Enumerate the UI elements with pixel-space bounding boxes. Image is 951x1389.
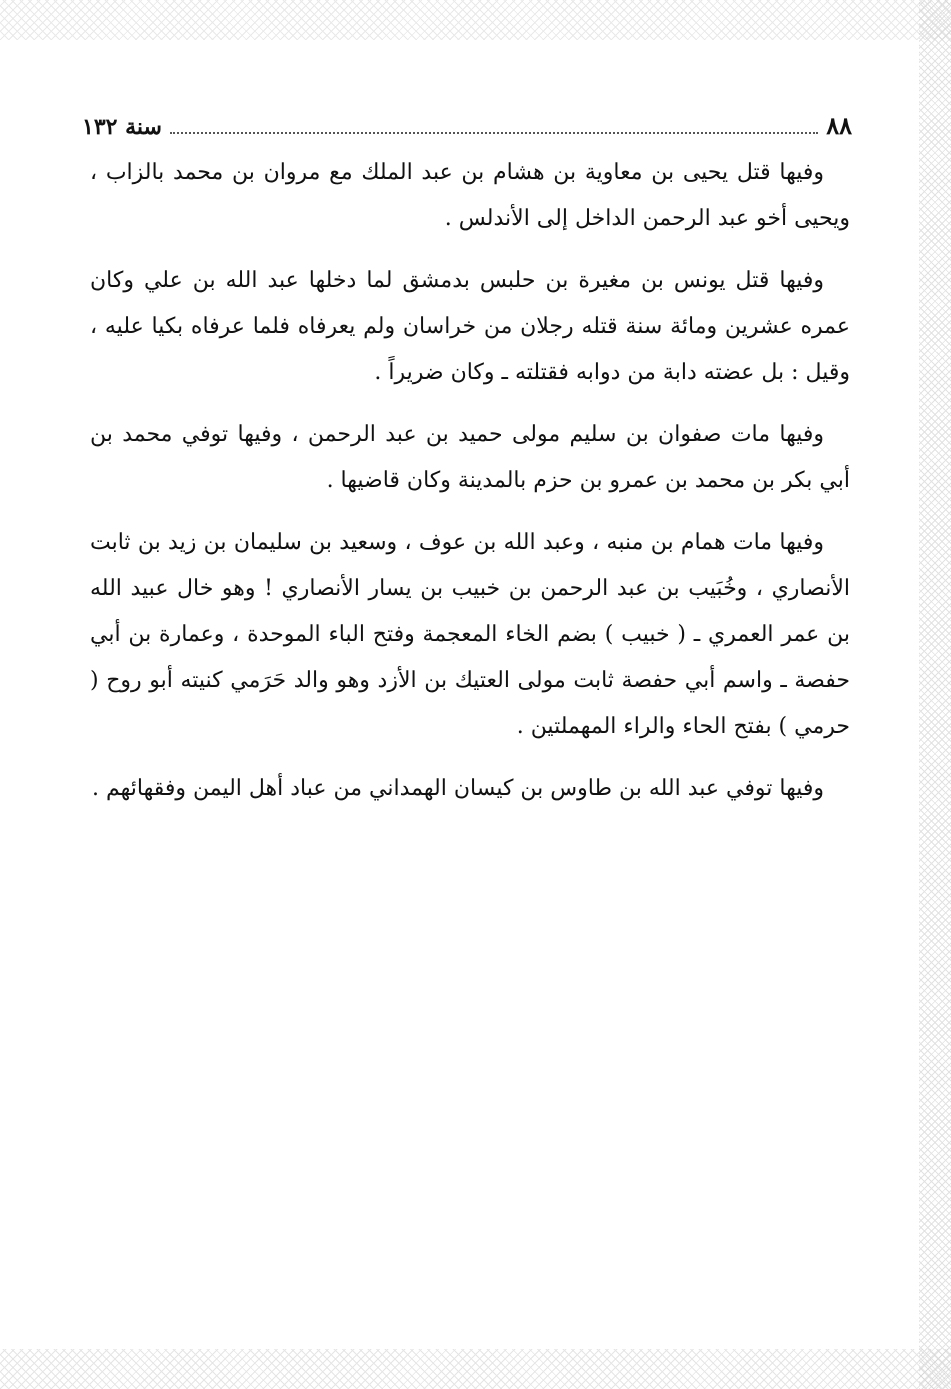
page-border-bottom — [0, 1349, 951, 1389]
paragraph: وفيها مات صفوان بن سليم مولى حميد بن عبد الرحمن ، وفيها توفي محمد بن أبي بكر بن محمد بن عمرو بن حزم بالمدينة وكان قاضيها . — [90, 422, 850, 493]
paragraph: وفيها توفي عبد الله بن طاوس بن كيسان الهمداني من عباد أهل اليمن وفقهائهم . — [91, 776, 824, 801]
page-number: ٨٨ — [826, 111, 852, 140]
paragraph: وفيها مات همام بن منبه ، وعبد الله بن عوف ، وسعيد بن سليمان بن زيد بن ثابت الأنصاري ، وخُبَيب بن عبد الرحمن بن خبيب بن يسار الأنصاري ! وهو خال عبيد الله بن عمر العمري ـ ( خبيب ) بضم الخاء المعجمة وفتح الباء الموحدة ، وعمارة بن أبي حفصة ـ واسم أبي حفصة ثابت مولى العتيك بن الأزد وهو والد حَرَمي كنيته أبو روح ( حرمي ) بفتح الحاء والراء المهملتين . — [90, 530, 850, 739]
page-border-right — [919, 0, 951, 1389]
dotted-leader — [170, 132, 818, 134]
paragraph: وفيها قتل يونس بن مغيرة بن حلبس بدمشق لما دخلها عبد الله بن علي وكان عمره عشرين ومائة سنة قتله رجلان من خراسان ولم يعرفاه فلما عرفاه بكيا عليه ، وقيل : بل عضته دابة من دوابه فقتلته ـ وكان ضريراً . — [90, 268, 850, 385]
running-head: سنة ١٣٢ — [82, 114, 162, 140]
page-body — [90, 150, 850, 828]
page-border-top — [0, 0, 951, 40]
page-header — [82, 104, 852, 140]
paragraph: وفيها قتل يحيى بن معاوية بن هشام بن عبد الملك مع مروان بن محمد بالزاب ، ويحيى أخو عبد الرحمن الداخل إلى الأندلس . — [90, 160, 850, 231]
